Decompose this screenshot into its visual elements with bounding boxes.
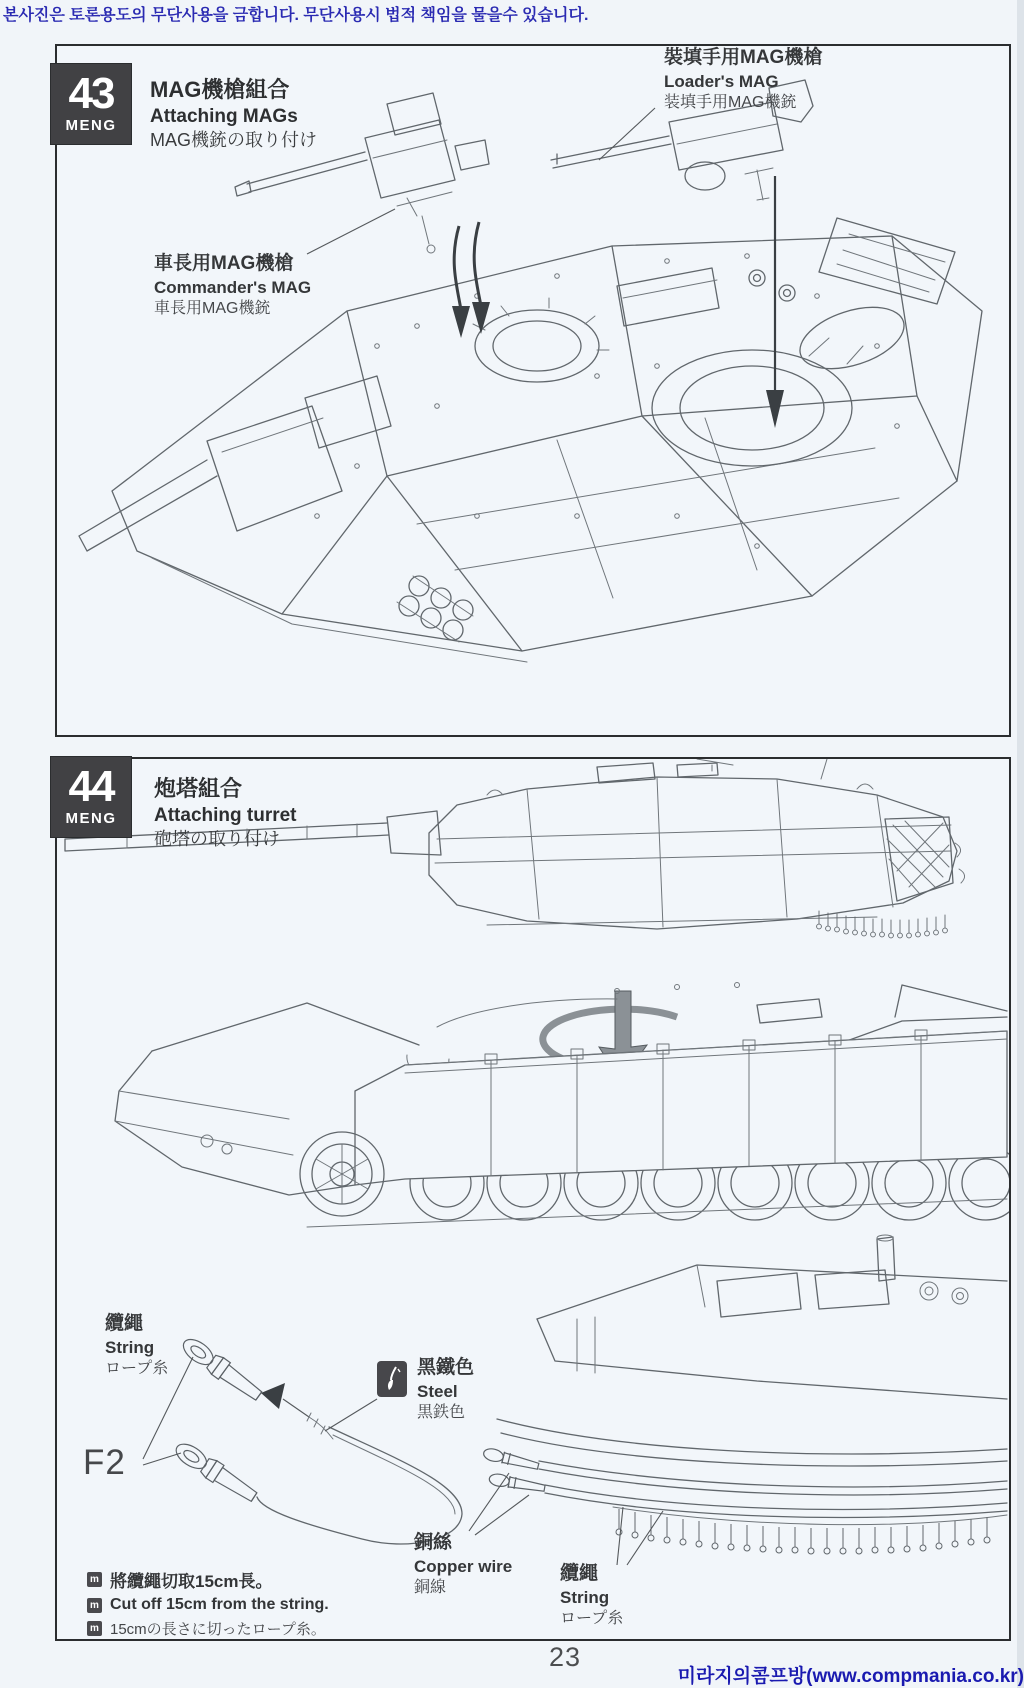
scan-edge-shade	[1017, 0, 1024, 1688]
note-row-zh: m 將纜繩切取15cm長。	[87, 1567, 329, 1592]
step-44-diagram	[57, 759, 1009, 1639]
idler-wheel	[300, 1132, 384, 1216]
cable-detail-drawing	[143, 1334, 462, 1544]
copper-wire-callout: 銅絲 Copper wire 銅線	[414, 1532, 513, 1596]
note-row-en: m Cut off 15cm from the string.	[87, 1596, 329, 1614]
step-43-title	[150, 76, 317, 153]
loader-mag-callout: 裝填手用MAG機槍 Loader's MAG 装填手用MAG機銃	[664, 47, 823, 111]
title-zh: MAG機槍組合	[150, 77, 290, 102]
turret-chain-curtain	[817, 911, 948, 938]
attach-arrow-loader	[766, 176, 784, 428]
step-44-badge	[51, 757, 131, 837]
step-number: 44	[68, 761, 114, 811]
string-upper-callout: 纜繩 String ロープ糸	[105, 1313, 169, 1377]
title-en: Attaching MAGs	[150, 105, 298, 127]
meng-note-icon: m	[87, 1598, 102, 1613]
step-43-panel	[55, 44, 1011, 737]
string-lower-callout: 纜繩 String ロープ糸	[560, 1563, 624, 1627]
meng-logo: MENG	[65, 117, 117, 135]
smoke-grenade-launcher	[397, 576, 473, 642]
page-number: 23	[548, 1642, 582, 1672]
commander-mag-callout: 車長用MAG機槍 Commander's MAG 車長用MAG機銃	[154, 253, 312, 317]
meng-note-icon: m	[87, 1621, 102, 1636]
loader-callout-leader	[599, 108, 655, 160]
title-ja: MAG機銃の取り付け	[150, 130, 318, 151]
title-zh: 炮塔組合	[154, 776, 243, 801]
step-44-title	[154, 775, 297, 852]
footer-credit: 미라지의콤프방(www.compmania.co.kr)	[677, 1666, 1024, 1687]
commander-callout-leader	[307, 209, 395, 254]
rear-hull-drawing	[469, 1235, 1007, 1565]
copyright-notice: 본사진은 토론용도의 무단사용을 금합니다. 무단사용시 법적 책임을 물을수 있습니다.	[3, 7, 589, 24]
steel-paint-callout: 黑鐵色 Steel 黒鉄色	[417, 1357, 475, 1421]
title-ja: 砲塔の取り付け	[154, 829, 280, 850]
string-lower-leaders	[617, 1507, 663, 1565]
insert-arrow	[261, 1383, 285, 1409]
step-44-panel	[55, 757, 1011, 1641]
note-row-ja: m 15cmの長さに切ったロープ糸。	[87, 1618, 329, 1639]
step-number: 43	[68, 68, 114, 118]
paint-chip-steel	[377, 1361, 407, 1397]
copper-callout-leaders	[469, 1473, 529, 1535]
part-code-f2: F2	[83, 1443, 126, 1482]
paintbrush-icon	[382, 1366, 402, 1392]
steel-callout-leader	[325, 1399, 377, 1431]
meng-logo: MENG	[65, 810, 117, 828]
step-43-badge	[51, 64, 131, 144]
cutting-notes	[87, 1567, 329, 1643]
meng-note-icon: m	[87, 1572, 102, 1587]
title-en: Attaching turret	[154, 804, 297, 826]
